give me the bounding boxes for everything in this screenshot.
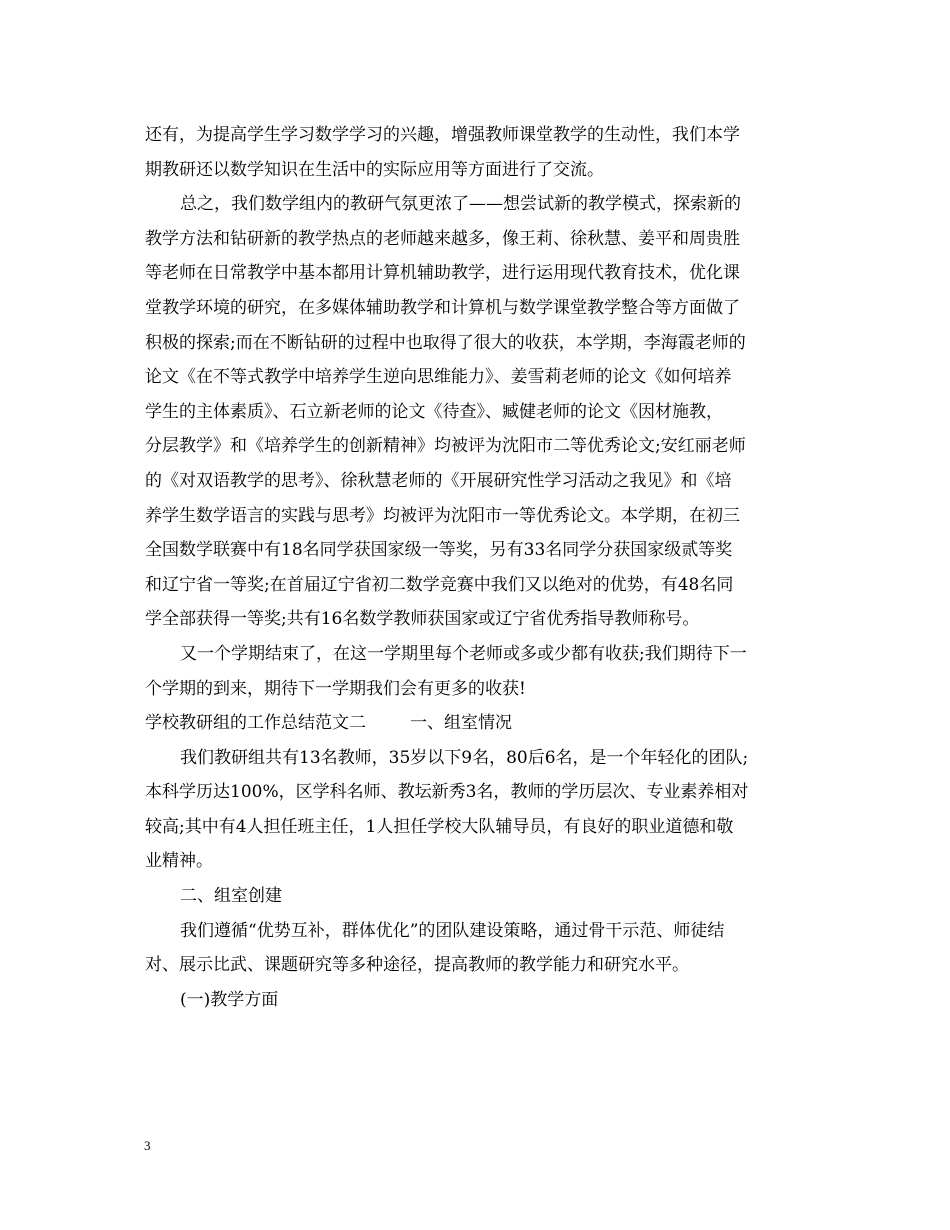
section-title: 学校教研组的工作总结范文二 — [145, 713, 366, 734]
paragraph-line: 本科学历达100%，区学科名师、教坛新秀3名，教师的学历层次、专业素养相对 — [145, 782, 749, 803]
paragraph-line: 期教研还以数学知识在生活中的实际应用等方面进行了交流。 — [145, 159, 604, 180]
paragraph-line: 业精神。 — [145, 851, 213, 872]
paragraph-line: 分层教学》和《培养学生的创新精神》均被评为沈阳市二等优秀论文;安红丽老师 — [145, 436, 746, 457]
paragraph-line: 学生的主体素质》、石立新老师的论文《待查》、臧健老师的论文《因材施教， — [145, 401, 723, 422]
paragraph-line: 教学方法和钻研新的教学热点的老师越来越多，像王莉、徐秋慧、姜平和周贵胜 — [145, 228, 740, 249]
paragraph-line: 养学生数学语言的实践与思考》均被评为沈阳市一等优秀论文。本学期，在初三 — [145, 505, 740, 526]
paragraph-line: 还有，为提高学生学习数学学习的兴趣，增强教师课堂教学的生动性，我们本学 — [145, 125, 740, 145]
document-body — [145, 118, 810, 1017]
paragraph-line: 堂教学环境的研究，在多媒体辅助教学和计算机与数学课堂教学整合等方面做了 — [145, 297, 740, 318]
page-number: 3 — [144, 1138, 151, 1153]
paragraph-line: 学全部获得一等奖;共有16名数学教师获国家或辽宁省优秀指导教师称号。 — [145, 609, 700, 630]
paragraph-line: 等老师在日常教学中基本都用计算机辅助教学，进行运用现代教育技术，优化课 — [145, 263, 740, 284]
paragraph-line: 又一个学期结束了，在这一学期里每个老师或多或少都有收获;我们期待下一 — [180, 643, 747, 664]
subheading-line: 二、组室创建 — [180, 886, 282, 907]
paragraph-line: 全国数学联赛中有18名同学获国家级一等奖，另有33名同学分获国家级贰等奖 — [145, 540, 733, 561]
paragraph-line: 我们教研组共有13名教师，35岁以下9名，80后6名，是一个年轻化的团队; — [180, 747, 749, 768]
paragraph-line: 论文《在不等式教学中培养学生逆向思维能力》、姜雪莉老师的论文《如何培养 — [145, 367, 732, 388]
paragraph-line: 个学期的到来，期待下一学期我们会有更多的收获! — [145, 678, 526, 699]
paragraph-line: 和辽宁省一等奖;在首届辽宁省初二数学竞赛中我们又以绝对的优势，有48名同 — [145, 574, 734, 595]
section-heading-line — [145, 706, 810, 741]
paragraph-line: 积极的探索;而在不断钻研的过程中也取得了很大的收获，本学期，李海霞老师的 — [145, 332, 746, 353]
paragraph-line: 我们遵循“优势互补，群体优化”的团队建设策略，通过骨干示范、师徒结 — [180, 920, 725, 941]
paragraph-line: 总之，我们数学组内的教研气氛更浓了——想尝试新的教学模式，探索新的 — [180, 194, 741, 215]
section-subtitle: 一、组室情况 — [410, 713, 512, 734]
paragraph-line: 较高;其中有4人担任班主任，1人担任学校大队辅导员，有良好的职业道德和敬 — [145, 816, 734, 837]
subheading-line: (一)教学方面 — [180, 989, 279, 1010]
paragraph-line: 对、展示比武、课题研究等多种途径，提高教师的教学能力和研究水平。 — [145, 955, 689, 976]
paragraph-line: 的《对双语教学的思考》、徐秋慧老师的《开展研究性学习活动之我见》和《培 — [145, 470, 732, 491]
